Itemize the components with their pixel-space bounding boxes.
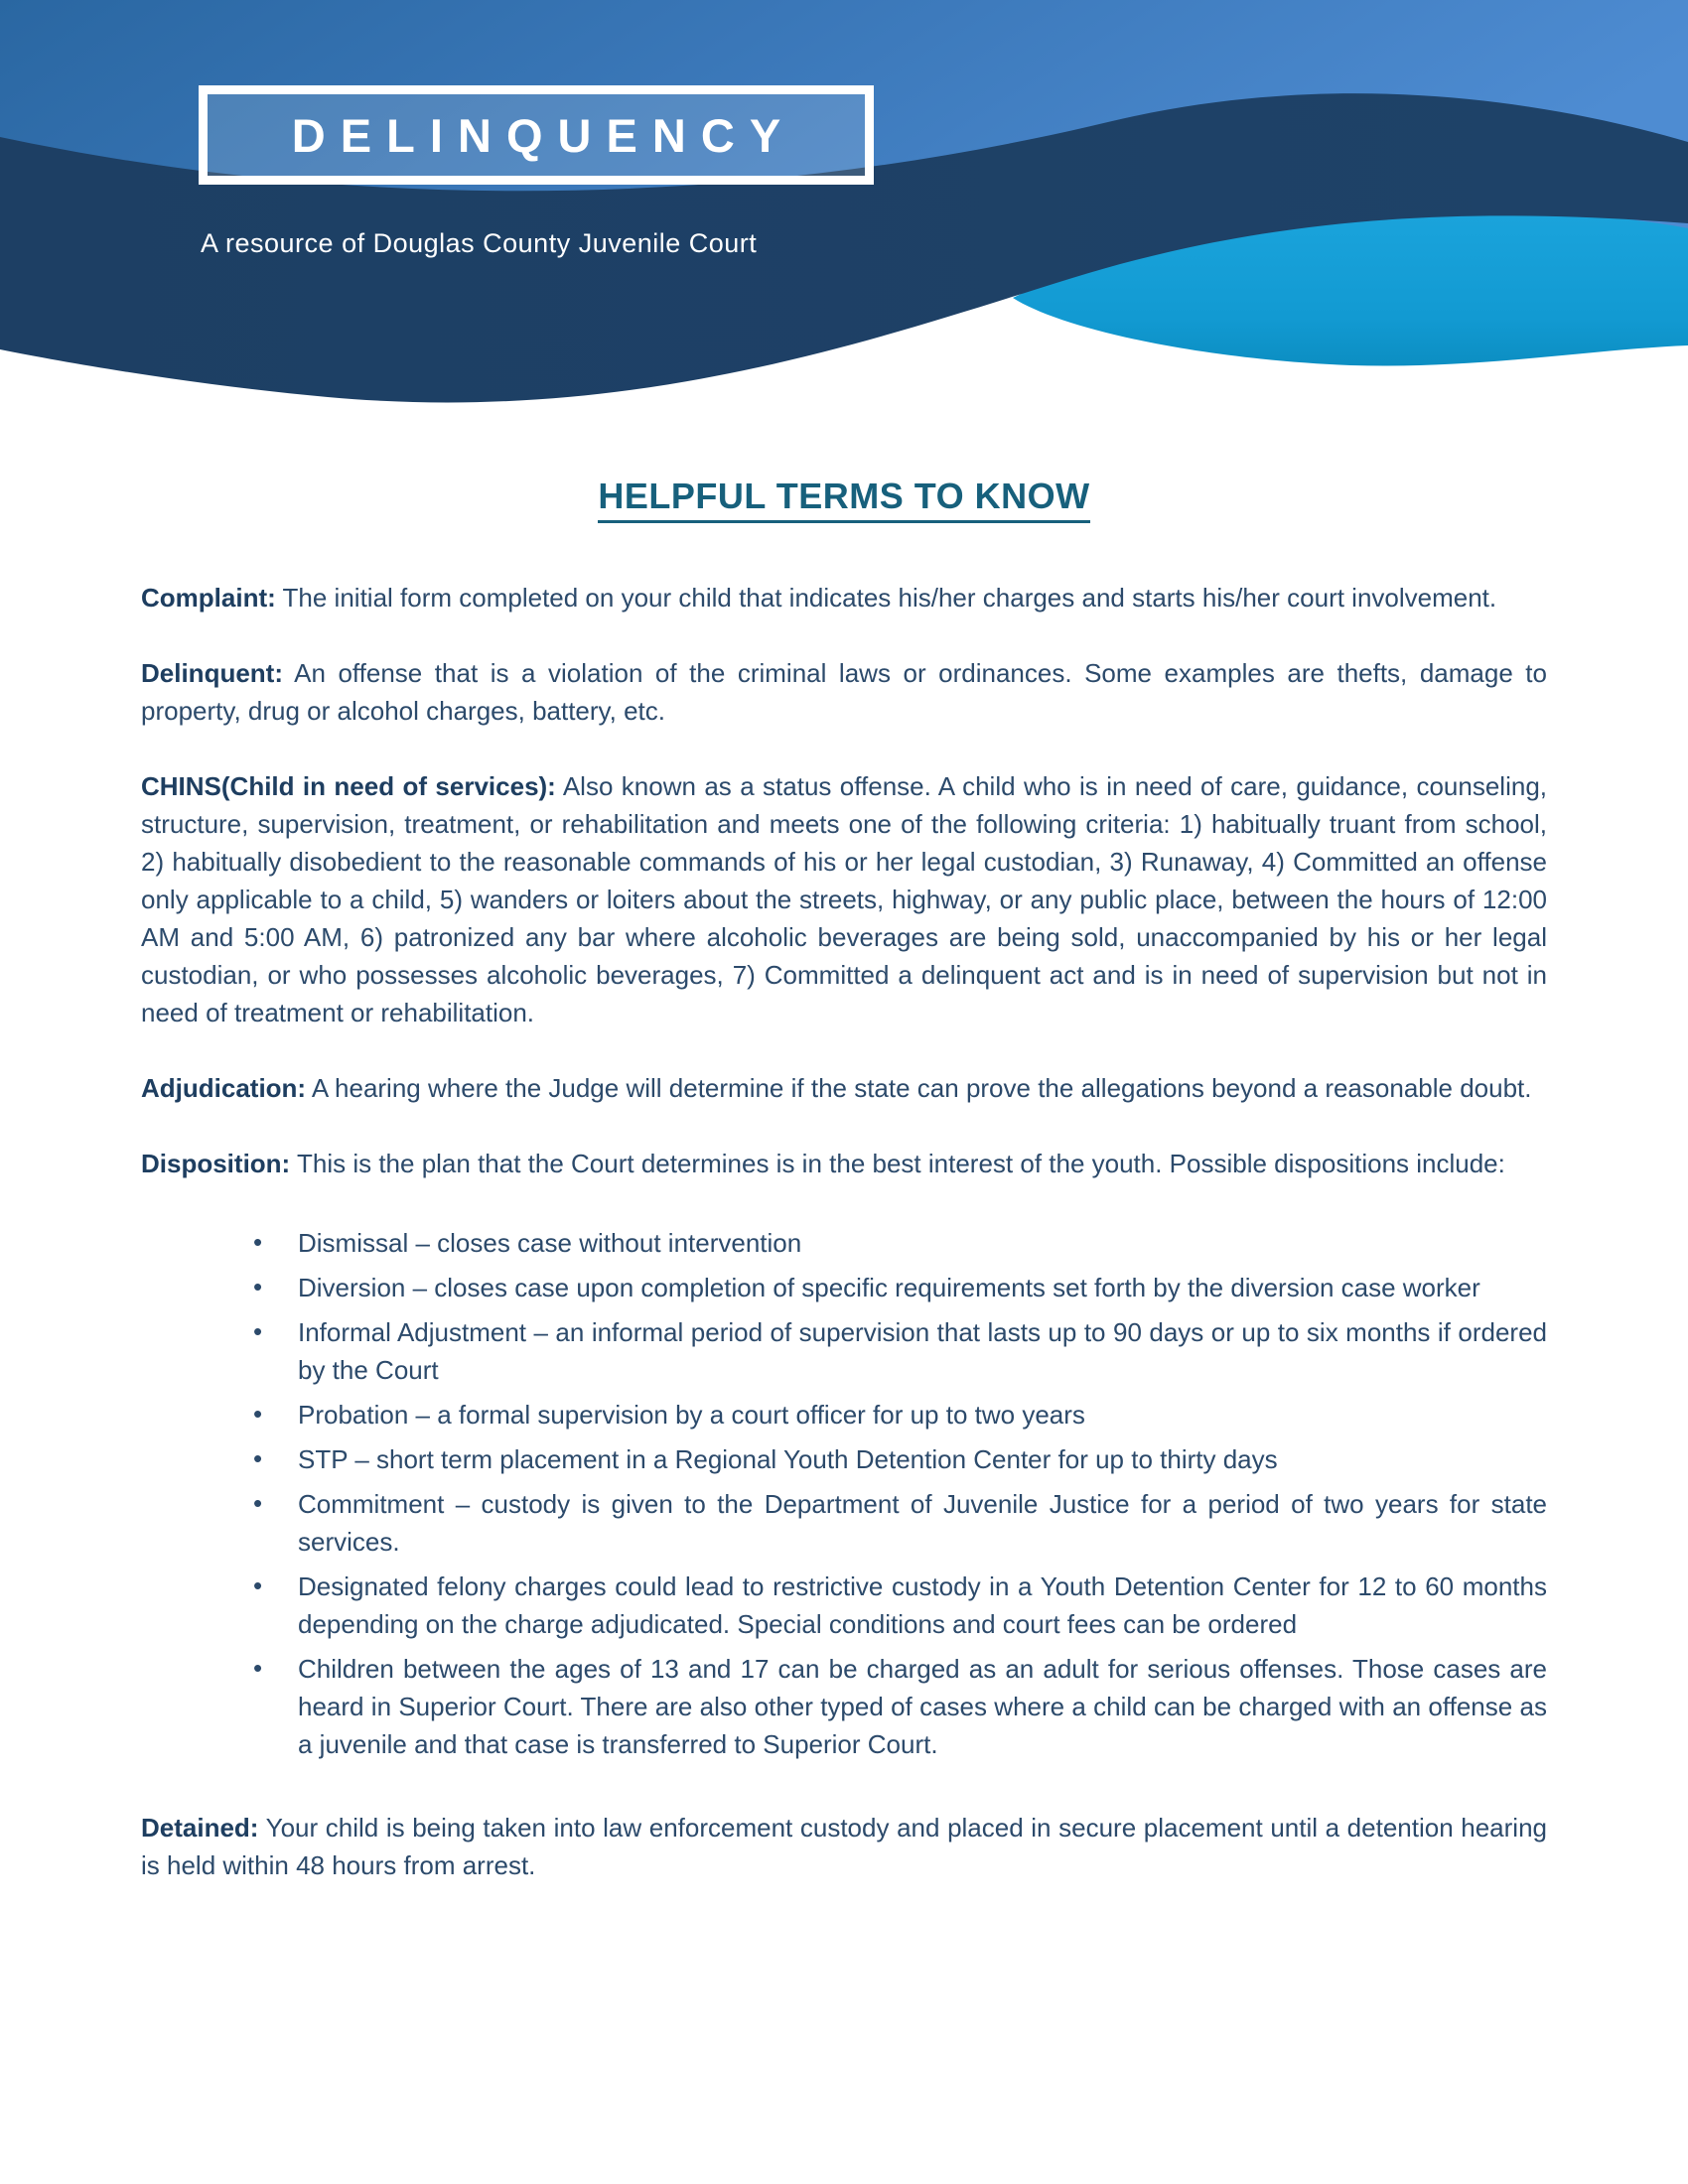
term-label: Detained:: [141, 1813, 259, 1843]
bullet-icon: •: [253, 1570, 263, 1601]
page-heading-wrap: [141, 475, 1547, 523]
list-item: [141, 1396, 1547, 1433]
term-text: Your child is being taken into law enforcement custody and placed in secure placement until a detention hearing is held within 48 hours from arrest.: [141, 1813, 1547, 1881]
bullet-icon: •: [253, 1399, 263, 1430]
term-complaint: [141, 579, 1547, 616]
list-item-text: Children between the ages of 13 and 17 can be charged as an adult for serious offenses. Those cases are heard in Superior Court. There are also other typed of cases where a child can be charged with an offense as a juvenile and that case is transferred to Superior Court.: [298, 1654, 1547, 1760]
term-text: Also known as a status offense. A child who is in need of care, guidance, counseling, structure, supervision, treatment, or rehabilitation and meets one of the following criteria: 1) habitually truant from school, 2) habitually disobedient to the reasonable commands of his or her legal custodian, 3) Runaway, 4) Committed an offense only applicable to a child, 5) wanders or loiters about the streets, highway, or any public place, between the hours of 12:00 AM and 5:00 AM, 6) patronized any bar where alcoholic beverages are being sold, unaccompanied by his or her legal custodian, or who possesses alcoholic beverages, 7) Committed a delinquent act and is in need of supervision but not in need of treatment or rehabilitation.: [141, 771, 1548, 1028]
list-item-text: Designated felony charges could lead to restrictive custody in a Youth Detention Center for 12 to 60 months depending on the charge adjudicated. Special conditions and court fees can be ordered: [298, 1571, 1547, 1640]
list-item: [141, 1568, 1547, 1643]
term-disposition: [141, 1145, 1547, 1182]
wave-graphic: [0, 0, 1688, 442]
list-item: [141, 1269, 1547, 1306]
term-label: Adjudication:: [141, 1073, 307, 1104]
bullet-icon: •: [253, 1653, 263, 1684]
disposition-options-list: [141, 1224, 1547, 1763]
term-text: A hearing where the Judge will determine if the state can prove the allegations beyond a reasonable doubt.: [311, 1073, 1532, 1104]
term-text: This is the plan that the Court determines is in the best interest of the youth. Possible dispositions include:: [296, 1149, 1505, 1179]
list-item-text: Probation – a formal supervision by a court officer for up to two years: [298, 1400, 1085, 1431]
term-label: Complaint:: [141, 583, 276, 614]
bullet-icon: •: [253, 1316, 263, 1347]
term-label: Disposition:: [141, 1149, 291, 1179]
list-item: [141, 1313, 1547, 1389]
list-item: [141, 1485, 1547, 1561]
header-banner: [0, 0, 1688, 442]
bullet-icon: •: [253, 1443, 263, 1474]
bullet-icon: •: [253, 1272, 263, 1302]
title-box: [199, 85, 874, 185]
list-item-text: Informal Adjustment – an informal period of supervision that lasts up to 90 days or up to six months if ordered by the Court: [298, 1317, 1547, 1386]
list-item-text: Commitment – custody is given to the Department of Juvenile Justice for a period of two years for state services.: [298, 1489, 1547, 1558]
bullet-icon: •: [253, 1227, 263, 1258]
list-item: [141, 1650, 1547, 1763]
list-item-text: Dismissal – closes case without intervention: [298, 1228, 802, 1259]
page-heading: HELPFUL TERMS TO KNOW: [598, 475, 1089, 523]
term-detained: [141, 1809, 1547, 1884]
document-body: [141, 475, 1547, 1922]
term-text: The initial form completed on your child that indicates his/her charges and starts his/her court involvement.: [282, 583, 1497, 614]
term-adjudication: [141, 1069, 1547, 1107]
bullet-icon: •: [253, 1488, 263, 1519]
term-chins: [141, 767, 1547, 1031]
document-title: DELINQUENCY: [291, 108, 796, 162]
term-label: CHINS(Child in need of services):: [141, 771, 556, 802]
header-tagline: A resource of Douglas County Juvenile Court: [201, 228, 758, 258]
term-text: An offense that is a violation of the criminal laws or ordinances. Some examples are thefts, damage to property, drug or alcohol charges, battery, etc.: [141, 658, 1547, 727]
list-item: [141, 1440, 1547, 1478]
list-item-text: STP – short term placement in a Regional Youth Detention Center for up to thirty days: [298, 1444, 1278, 1475]
term-delinquent: [141, 654, 1547, 730]
term-label: Delinquent:: [141, 658, 283, 689]
list-item-text: Diversion – closes case upon completion of specific requirements set forth by the diversion case worker: [298, 1273, 1480, 1303]
list-item: [141, 1224, 1547, 1262]
